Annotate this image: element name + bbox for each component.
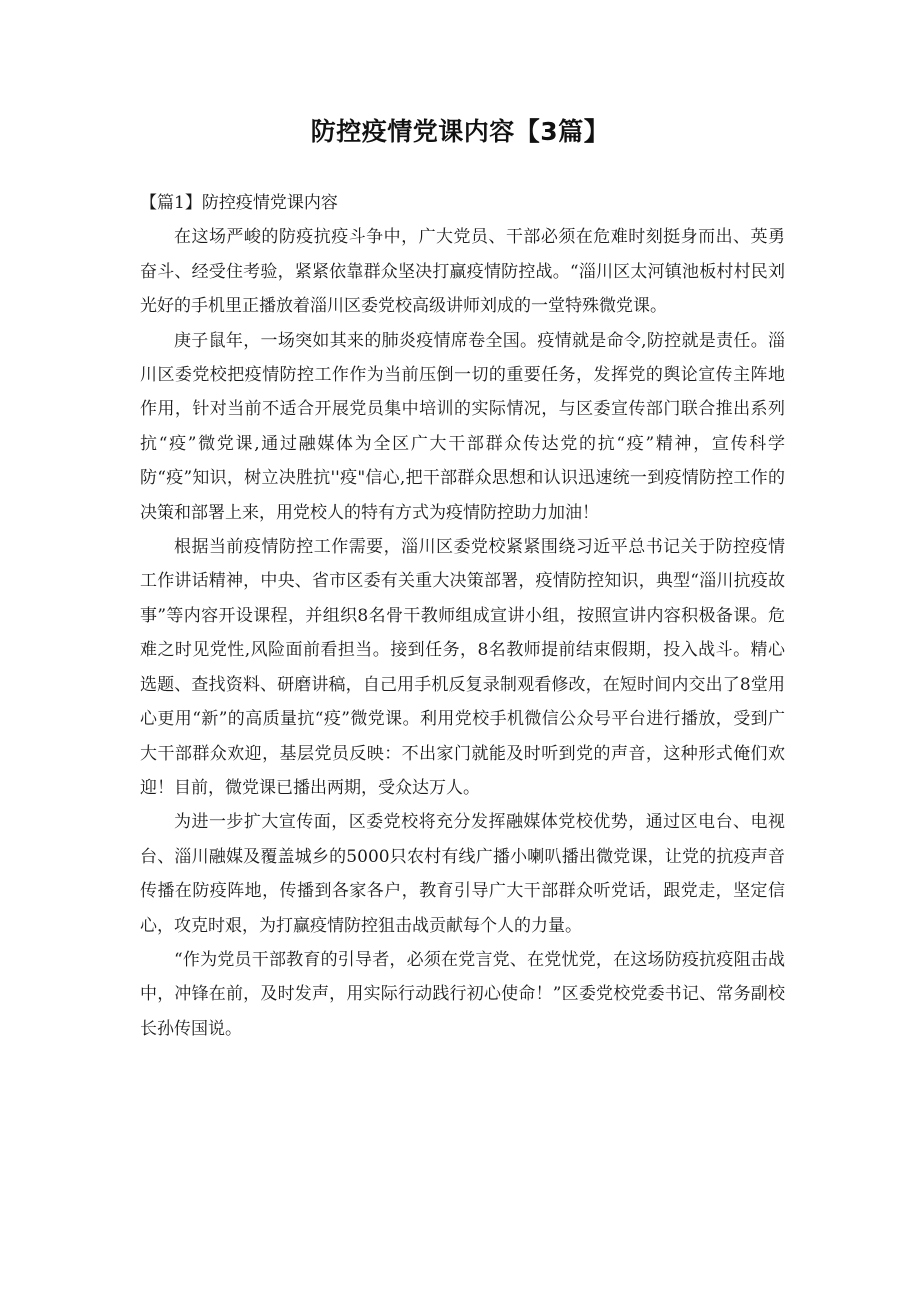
paragraph: 在这场严峻的防疫抗疫斗争中，广大党员、干部必须在危难时刻挺身而出、英勇奋斗、经受住考验，紧紧依靠群众坚决打赢疫情防控战。“淄川区太河镇池板村村民刘光好的手机里正播放着淄川区委党校高级讲师刘成的一堂特殊微党课。 xyxy=(140,227,785,317)
paragraph: 为进一步扩大宣传面，区委党校将充分发挥融媒体党校优势，通过区电台、电视台、淄川融媒及覆盖城乡的5000只农村有线广播小喇叭播出微党课，让党的抗疫声音传播在防疫阵地，传播到各家各户，教育引导广大干部群众听党话，跟党走，坚定信心，攻克时艰，为打赢疫情防控狙击战贡献每个人的力量。 xyxy=(140,812,785,936)
paragraph: 根据当前疫情防控工作需要，淄川区委党校紧紧围绕习近平总书记关于防控疫情工作讲话精神，中央、省市区委有关重大决策部署，疫情防控知识，典型“淄川抗疫故事”等内容开设课程，并组织8名骨干教师组成宣讲小组，按照宣讲内容积极备课。危难之时见党性,风险面前看担当。接到任务，8名教师提前结束假期，投入战斗。精心选题、查找资料、研磨讲稿，自己用手机反复录制观看修改，在短时间内交出了8堂用心更用“新”的高质量抗“疫”微党课。利用党校手机微信公众号平台进行播放，受到广大干部群众欢迎，基层党员反映：不出家门就能及时听到党的声音，这种形式俺们欢迎！目前，微党课已播出两期，受众达万人。 xyxy=(140,537,785,798)
paragraph: “作为党员干部教育的引导者，必须在党言党、在党忧党，在这场防疫抗疫阻击战中，冲锋在前，及时发声，用实际行动践行初心使命！”区委党校党委书记、常务副校长孙传国说。 xyxy=(140,949,785,1039)
document-body xyxy=(140,186,785,1046)
document-title: 防控疫情党课内容【3篇】 xyxy=(310,117,610,146)
paragraph: 庚子鼠年，一场突如其来的肺炎疫情席卷全国。疫情就是命令,防控就是责任。淄川区委党校把疫情防控工作作为当前压倒一切的重要任务，发挥党的舆论宣传主阵地作用，针对当前不适合开展党员集中培训的实际情况，与区委宣传部门联合推出系列抗“疫”微党课,通过融媒体为全区广大干部群众传达党的抗“疫”精神，宣传科学防“疫”知识，树立决胜抗''疫"信心,把干部群众思想和认识迅速统一到疫情防控工作的决策和部署上来，用党校人的特有方式为疫情防控助力加油！ xyxy=(140,330,785,523)
section-heading: 【篇1】防控疫情党课内容 xyxy=(140,193,338,213)
